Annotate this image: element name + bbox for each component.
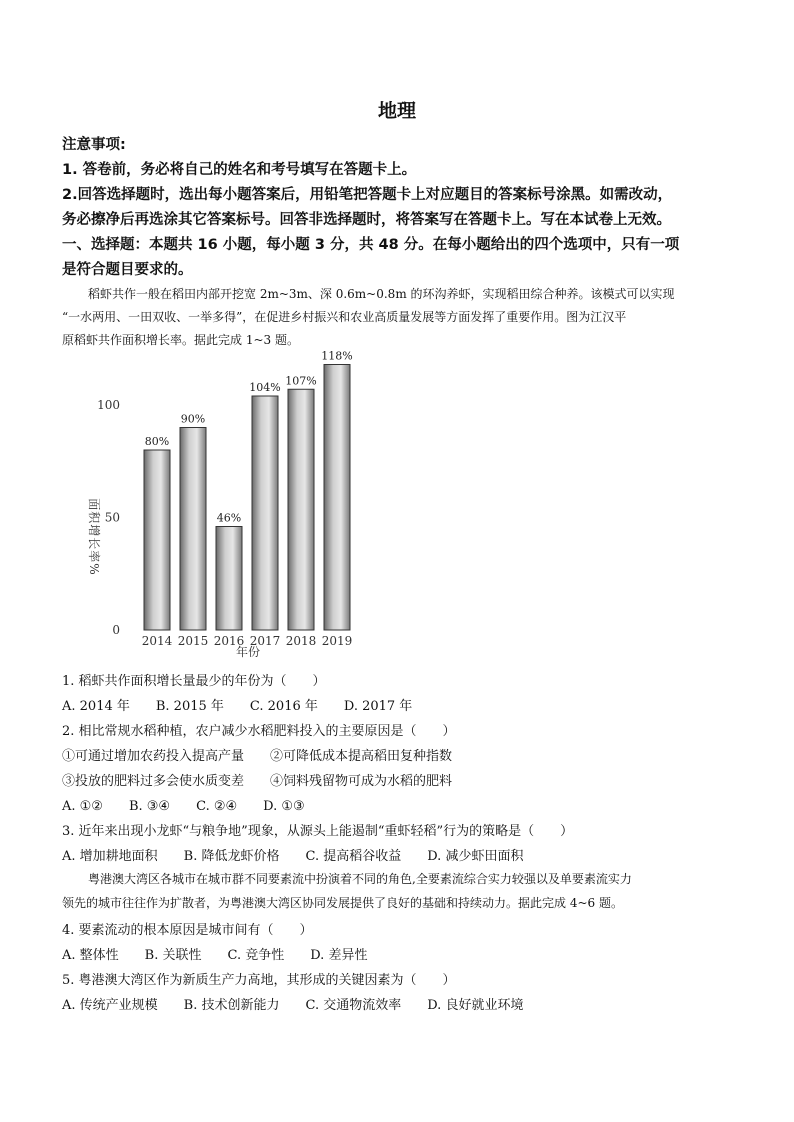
passage2-line2: 领先的城市往往作为扩散者，为粤港澳大湾区协同发展提供了良好的基础和持续动力。据此完成 4~6 题。 <box>62 896 623 910</box>
passage1-line1: 稻虾共作一般在稻田内部开挖宽 2m~3m、深 0.6m~0.8m 的环沟养虾，实现稻田综合种养。该模式可以实现 <box>88 287 675 301</box>
question-4: 4. 要素流动的根本原因是城市间有（ ） <box>62 923 313 938</box>
x-tick-label: 2017 <box>249 634 281 648</box>
passage2-line1: 粤港澳大湾区各城市在城市群不同要素流中扮演着不同的角色,全要素流综合实力较强以及单要素流实力 <box>88 872 632 886</box>
question-2: 2. 相比常规水稻种植，农户减少水稻肥料投入的主要原因是（ ） <box>62 724 456 739</box>
page-title: 地理 <box>377 100 416 122</box>
question-5-options: A. 传统产业规模 B. 技术创新能力 C. 交通物流效率 D. 良好就业环境 <box>62 998 524 1013</box>
data-label: 90% <box>180 412 206 426</box>
question-3-options: A. 增加耕地面积 B. 降低龙虾价格 C. 提高稻谷收益 D. 减少虾田面积 <box>62 849 524 864</box>
question-3: 3. 近年来出现小龙虾“与粮争地”现象，从源头上能遏制“重虾轻稻”行为的策略是（ ） <box>62 824 574 839</box>
notice-item-2-line2: 务必擦净后再选涂其它答案标号。回答非选择题时，将答案写在答题卡上。写在本试卷上无效。 <box>62 212 671 228</box>
notice-item-2-line1: 2.回答选择题时，选出每小题答案后，用铅笔把答题卡上对应题目的答案标号涂黑。如需改动， <box>62 187 673 203</box>
y-tick-label: 50 <box>104 510 120 525</box>
section1-line2: 是符合题目要求的。 <box>62 262 193 278</box>
section1-line1: 一、选择题：本题共 16 小题，每小题 3 分，共 48 分。在每小题给出的四个选项中，只有一项 <box>62 237 680 253</box>
data-label: 46% <box>216 511 242 525</box>
y-axis-label: 面积增长率% <box>87 498 101 576</box>
question-5: 5. 粤港澳大湾区作为新质生产力高地，其形成的关键因素为（ ） <box>62 973 456 988</box>
bar-2019 <box>324 365 350 631</box>
question-2-statements-2: ③投放的肥料过多会使水质变差 ④饲料残留物可成为水稻的肥料 <box>62 774 453 789</box>
passage1-line3: 原稻虾共作面积增长率。据此完成 1~3 题。 <box>62 333 299 347</box>
data-label: 118% <box>321 349 353 363</box>
passage1-line2: “一水两用、一田双收、一举多得”，在促进乡村振兴和农业高质量发展等方面发挥了重要作用。图为江汉平 <box>62 310 627 324</box>
question-2-statements-1: ①可通过增加农药投入提高产量 ②可降低成本提高稻田复种指数 <box>62 749 453 764</box>
x-axis-label: 年份 <box>235 645 261 659</box>
x-tick-label: 2014 <box>141 634 173 648</box>
bar-2015 <box>180 428 206 631</box>
data-label: 80% <box>144 435 170 448</box>
question-2-options: A. ①② B. ③④ C. ②④ D. ①③ <box>62 799 305 814</box>
question-1: 1. 稻虾共作面积增长量最少的年份为（ ） <box>62 674 326 689</box>
bar-2014 <box>144 450 170 630</box>
bar-2016 <box>216 527 242 631</box>
data-label: 107% <box>285 374 317 388</box>
notice-item-1: 1. 答卷前，务必将自己的姓名和考号填写在答题卡上。 <box>62 162 417 178</box>
y-tick-label: 0 <box>112 623 120 637</box>
bar-2017 <box>252 396 278 630</box>
bar-2018 <box>288 389 314 630</box>
area-growth-bar-chart <box>70 349 370 662</box>
data-label: 104% <box>249 381 281 394</box>
x-tick-label: 2018 <box>285 634 317 648</box>
x-tick-label: 2015 <box>177 634 209 648</box>
y-tick-label: 100 <box>97 398 120 412</box>
x-tick-label: 2019 <box>321 634 353 648</box>
question-1-options: A. 2014 年 B. 2015 年 C. 2016 年 D. 2017 年 <box>62 699 413 714</box>
notice-heading: 注意事项: <box>62 137 126 153</box>
question-4-options: A. 整体性 B. 关联性 C. 竞争性 D. 差异性 <box>62 948 368 963</box>
x-tick-label: 2016 <box>213 634 245 648</box>
